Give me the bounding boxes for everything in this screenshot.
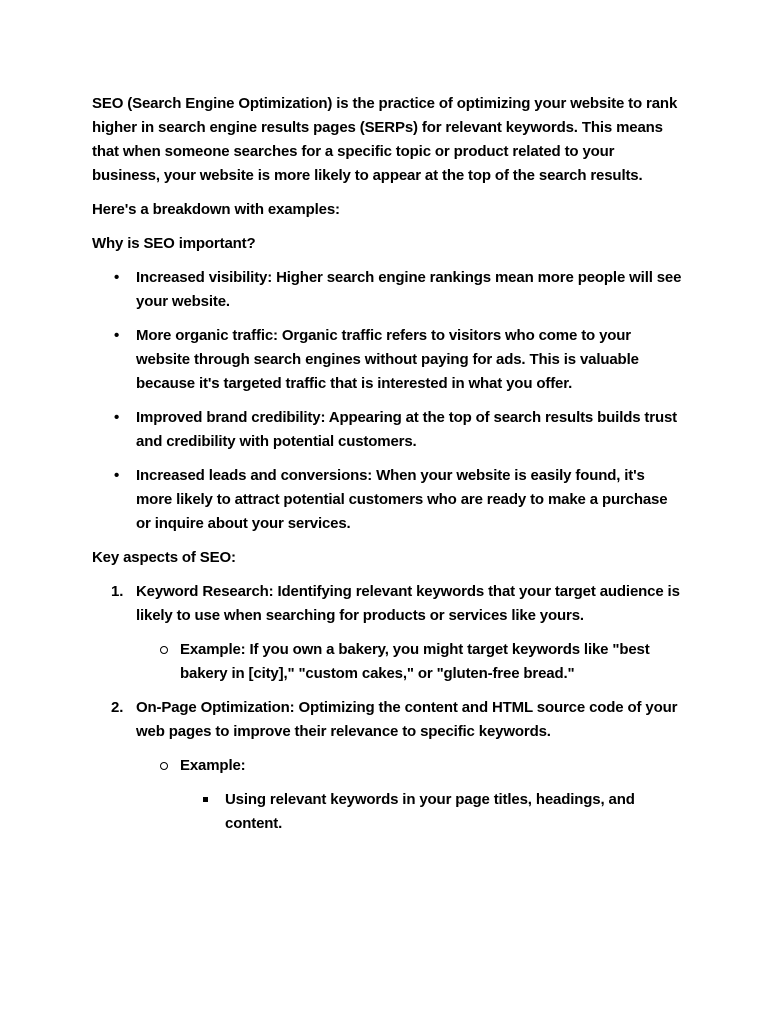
aspect-text: On-Page Optimization: Optimizing the content and HTML source code of your web pages to improve their relevance to specific keywords. [136,699,678,740]
circle-bullet-icon [160,646,168,654]
example-list [136,638,682,686]
bullet-icon: • [114,467,120,484]
key-aspects-heading: Key aspects of SEO: [92,549,236,566]
bullet-icon: • [114,409,120,426]
example-item [136,638,682,686]
aspect-item [92,696,682,836]
example-item [136,754,682,836]
square-bullet-icon [203,797,208,802]
why-seo-list [92,266,682,536]
example-text: Example: [180,757,246,774]
list-item [92,406,682,454]
document-body [92,92,682,846]
list-item-text: Increased visibility: Higher search engine rankings mean more people will see your website. [136,269,682,310]
breakdown-heading: Here's a breakdown with examples: [92,201,340,218]
aspect-text: Keyword Research: Identifying relevant keywords that your target audience is likely to use when searching for products or services like yours. [136,583,680,624]
list-item-text: Increased leads and conversions: When your website is easily found, it's more likely to attract potential customers who are ready to make a purchase or inquire about your services. [136,467,668,532]
aspect-number: 1. [111,583,124,600]
aspect-item [92,580,682,686]
list-item [92,324,682,396]
list-item-text: Improved brand credibility: Appearing at the top of search results builds trust and credibility with potential customers. [136,409,678,450]
example-text: Example: If you own a bakery, you might target keywords like "best bakery in [city]," "custom cakes," or "gluten-free bread." [180,641,650,682]
example-detail-item [180,788,682,836]
intro-paragraph: SEO (Search Engine Optimization) is the practice of optimizing your website to rank higher in search engine results pages (SERPs) for relevant keywords. This means that when someone searches for a specific topic or product related to your business, your website is more likely to appear at the top of the search results. [92,95,678,184]
example-detail-text: Using relevant keywords in your page titles, headings, and content. [225,791,635,832]
bullet-icon: • [114,327,120,344]
example-list [136,754,682,836]
list-item [92,266,682,314]
list-item [92,464,682,536]
aspect-number: 2. [111,699,124,716]
bullet-icon: • [114,269,120,286]
list-item-text: More organic traffic: Organic traffic refers to visitors who come to your website through search engines without paying for ads. This is valuable because it's targeted traffic that is interested in what you offer. [136,327,639,392]
key-aspects-list [92,580,682,836]
why-seo-heading: Why is SEO important? [92,235,256,252]
circle-bullet-icon [160,762,168,770]
example-detail-list [180,788,682,836]
